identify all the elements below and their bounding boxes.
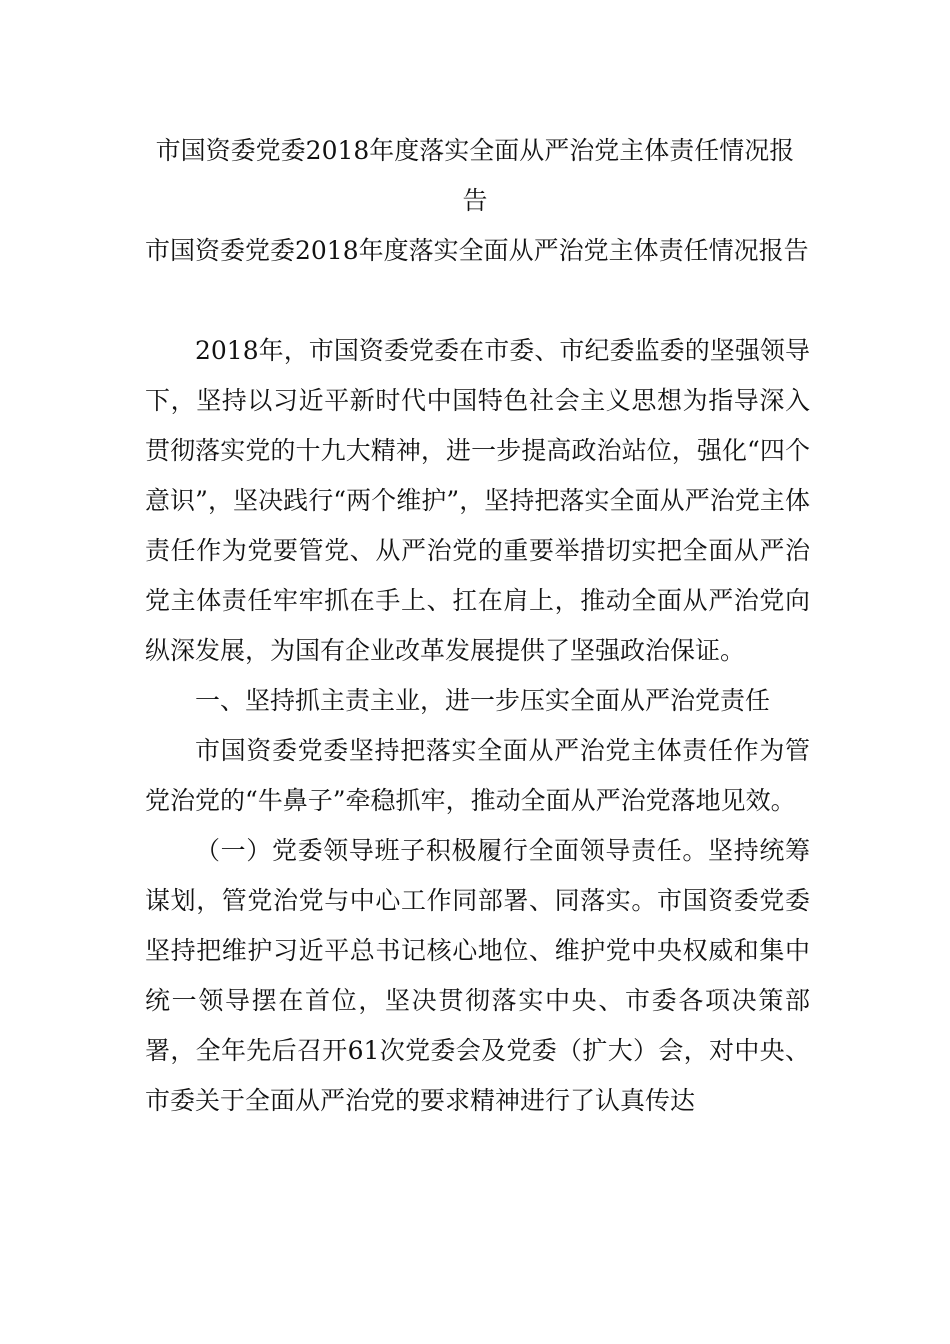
document-title: 市国资委党委2018年度落实全面从严治党主体责任情况报告 bbox=[155, 136, 795, 215]
paragraph-subsection-1: （一）党委领导班子积极履行全面领导责任。坚持统筹谋划，管党治党与中心工作同部署、同落实。市国资委党委坚持把维护习近平总书记核心地位、维护党中央权威和集中统一领导摆在首位，坚决贯彻落实中央、市委各项决策部署，全年先后召开61次党委会及党委（扩大）会，对中央、市委关于全面从严治党的要求精神进行了认真传达 bbox=[145, 836, 810, 1115]
paragraph-intro: 2018年，市国资委党委在市委、市纪委监委的坚强领导下，坚持以习近平新时代中国特色社会主义思想为指导深入贯彻落实党的十九大精神，进一步提高政治站位，强化“四个意识”，坚决践行“两个维护”，坚持把落实全面从严治党主体责任作为党要管党、从严治党的重要举措切实把全面从严治党主体责任牢牢抓在手上、扛在肩上，推动全面从严治党向纵深发展，为国有企业改革发展提供了坚强政治保证。 bbox=[145, 336, 810, 665]
document-subtitle: 市国资委党委2018年度落实全面从严治党主体责任情况报告 bbox=[145, 236, 809, 265]
document-body bbox=[145, 326, 810, 1126]
paragraph-section-intro: 市国资委党委坚持把落实全面从严治党主体责任作为管党治党的“牛鼻子”牵稳抓牢，推动全面从严治党落地见效。 bbox=[145, 736, 810, 815]
section-heading: 一、坚持抓主责主业，进一步压实全面从严治党责任 bbox=[195, 686, 771, 715]
